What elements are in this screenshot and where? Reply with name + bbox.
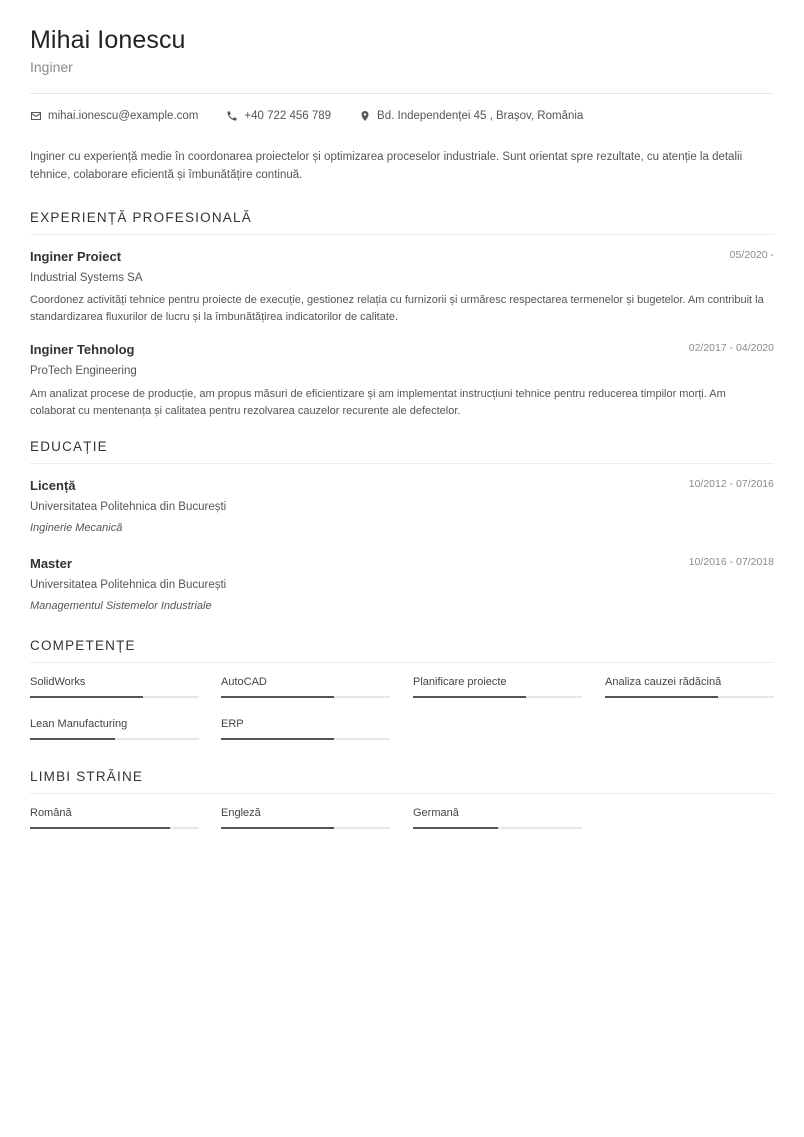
skill-label: SolidWorks — [30, 676, 86, 688]
contact-email-text: mihai.ionescu@example.com — [48, 110, 199, 122]
language-item — [221, 807, 390, 829]
education-1-degree: Licență — [30, 478, 76, 493]
skill-level-bar — [30, 738, 199, 740]
language-level-fill — [30, 827, 170, 829]
language-item — [30, 807, 199, 829]
skill-level-fill — [30, 696, 143, 698]
language-item — [413, 807, 582, 829]
candidate-name: Mihai Ionescu — [30, 26, 186, 54]
skill-label: AutoCAD — [221, 676, 267, 688]
skill-level-bar — [221, 696, 390, 698]
skill-level-bar — [605, 696, 774, 698]
experience-1-position: Inginer Proiect — [30, 249, 122, 264]
languages-divider — [30, 793, 774, 794]
education-divider — [30, 463, 774, 464]
skill-label: Planificare proiecte — [413, 676, 507, 688]
skill-item — [30, 718, 199, 740]
skill-level-fill — [605, 696, 718, 698]
language-level-bar — [221, 827, 390, 829]
skill-label: Analiza cauzei rădăcină — [605, 676, 722, 688]
experience-2-position: Inginer Tehnolog — [30, 342, 135, 357]
skill-level-bar — [413, 696, 582, 698]
skill-item — [221, 676, 390, 698]
languages-section-title: LIMBI STRĂINE — [30, 769, 144, 784]
skill-item — [30, 676, 199, 698]
experience-2-description: Am analizat procese de producție, am propus măsuri de eficientizare și am implementat instrucțiuni tehnice pentru reducerea timpilor morți. Am colaborat cu mentenanța și calitatea pentru rezolvarea cauzelor recurente ale defectelor. — [30, 388, 726, 417]
language-level-bar — [30, 827, 199, 829]
language-label: Română — [30, 807, 72, 819]
skill-item — [413, 676, 582, 698]
experience-1-description: Coordonez activități tehnice pentru proiecte de execuție, gestionez relația cu furnizorii și urmăresc respectarea termenelor și bugetelor. Am contribuit la standardizarea fluxurilor de lucru și la îmbunătățirea indicatorilor de calitate. — [30, 294, 764, 323]
candidate-role: Inginer — [30, 59, 73, 75]
language-label: Engleză — [221, 807, 261, 819]
skill-label: Lean Manufacturing — [30, 718, 128, 730]
skill-level-fill — [30, 738, 115, 740]
language-level-fill — [221, 827, 334, 829]
education-2-field: Managementul Sistemelor Industriale — [30, 600, 212, 612]
education-1-date: 10/2012 - 07/2016 — [688, 478, 774, 490]
experience-1-date: 05/2020 - — [729, 249, 774, 261]
contact-row — [30, 110, 611, 122]
skill-level-fill — [221, 738, 334, 740]
contact-phone-text: +40 722 456 789 — [244, 110, 332, 122]
skills-divider — [30, 662, 774, 663]
contact-email[interactable] — [30, 110, 198, 122]
location-pin-icon — [359, 110, 371, 122]
experience-1-company: Industrial Systems SA — [30, 272, 143, 284]
experience-divider — [30, 234, 774, 235]
skill-level-fill — [413, 696, 526, 698]
education-2-date: 10/2016 - 07/2018 — [688, 556, 774, 568]
education-1-institution: Universitatea Politehnica din București — [30, 501, 227, 513]
profile-summary: Inginer cu experiență medie în coordonarea proiectelor și optimizarea proceselor industriale. Sunt orientat spre rezultate, cu atenție la detalii tehnice, colaborare eficientă și îmbunătățire continuă. — [30, 151, 743, 181]
header-divider — [30, 93, 774, 94]
contact-phone[interactable] — [226, 110, 331, 122]
envelope-icon — [30, 110, 42, 122]
skill-level-bar — [30, 696, 199, 698]
skills-section-title: COMPETENȚE — [30, 638, 136, 653]
language-label: Germană — [413, 807, 459, 819]
education-1-field: Inginerie Mecanică — [30, 522, 123, 534]
experience-2-company: ProTech Engineering — [30, 365, 137, 377]
experience-2-date: 02/2017 - 04/2020 — [688, 342, 774, 354]
skill-item — [221, 718, 390, 740]
phone-icon — [226, 110, 238, 122]
skill-level-bar — [221, 738, 390, 740]
contact-address — [359, 110, 583, 122]
language-level-fill — [413, 827, 498, 829]
contact-address-text: Bd. Independenței 45 , Brașov, România — [377, 110, 584, 122]
education-section-title: EDUCAȚIE — [30, 439, 108, 454]
skill-level-fill — [221, 696, 334, 698]
skill-item — [605, 676, 774, 698]
education-2-degree: Master — [30, 556, 72, 571]
language-level-bar — [413, 827, 582, 829]
skill-label: ERP — [221, 718, 244, 730]
experience-section-title: EXPERIENȚĂ PROFESIONALĂ — [30, 210, 252, 225]
education-2-institution: Universitatea Politehnica din București — [30, 579, 227, 591]
